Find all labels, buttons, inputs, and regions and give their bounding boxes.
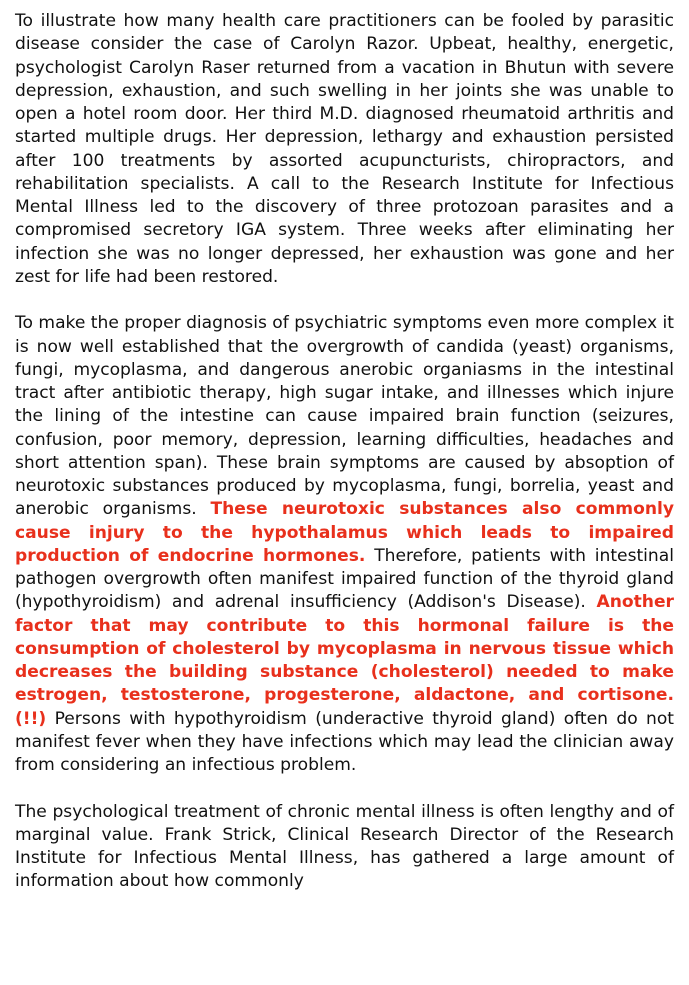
paragraph-diagnosis-complexity bbox=[15, 312, 674, 777]
paragraph-carolyn-case: To illustrate how many health care practitioners can be fooled by parasitic disease consider the case of Carolyn Razor. Upbeat, healthy, energetic, psychologist Carolyn Raser returned from a vacation in Bhutun with severe depression, exhaustion, and such swelling in her joints she was unable to open a hotel room door. Her third M.D. diagnosed rheumatoid arthritis and started multiple drugs. Her depression, lethargy and exhaustion persisted after 100 treatments by assorted acupuncturists, chiropractors, and rehabilitation specialists. A call to the Research Institute for Infectious Mental Illness led to the discovery of three protozoan parasites and a compromised secretory IGA system. Three weeks after eliminating her infection she was no longer depressed, her exhaustion was gone and her zest for life had been restored. bbox=[15, 11, 674, 287]
paragraph-2-text-2: Therefore, patients with intestinal pathogen overgrowth often manifest impaired function of the thyroid gland (hypothyroidism) and adrenal insufficiency (Addison's Disease). bbox=[15, 545, 674, 613]
paragraph-psychological-treatment: The psychological treatment of chronic mental illness is often lengthy and of marginal value. Frank Strick, Clinical Research Director of the Research Institute for Infectious Mental Illness, has gathered a large amount of information about how commonly bbox=[15, 801, 674, 892]
document-page bbox=[15, 10, 674, 917]
highlight-hypothalamus: These neurotoxic substances also commonly cause injury to the hypothalamus which leads to impaired production of endocrine hormones. bbox=[15, 499, 674, 566]
paragraph-2-text-3: Persons with hypothyroidism (underactive thyroid gland) often do not manifest fever when they have infections which may lead the clinician away from considering an infectious problem. bbox=[15, 708, 674, 775]
highlight-cholesterol: Another factor that may contribute to this hormonal failure is the consumption of cholesterol by mycoplasma in nervous tissue which decreases the building substance (cholesterol) needed to make estrogen, testosterone, progesterone, aldactone, and cortisone. (!!) bbox=[15, 592, 674, 729]
paragraph-2-text-1: To make the proper diagnosis of psychiatric symptoms even more complex it is now well established that the overgrowth of candida (yeast) organisms, fungi, mycoplasma, and dangerous anerobic organiasms in the intestinal tract after antibiotic therapy, high sugar intake, and illnesses which injure the lining of the intestine can cause impaired brain function (seizures, confusion, poor memory, depression, learning difficulties, headaches and short attention span). These brain symptoms are caused by absoption of neurotoxic substances produced by mycoplasma, fungi, borrelia, yeast and anerobic organisms. bbox=[15, 313, 674, 520]
